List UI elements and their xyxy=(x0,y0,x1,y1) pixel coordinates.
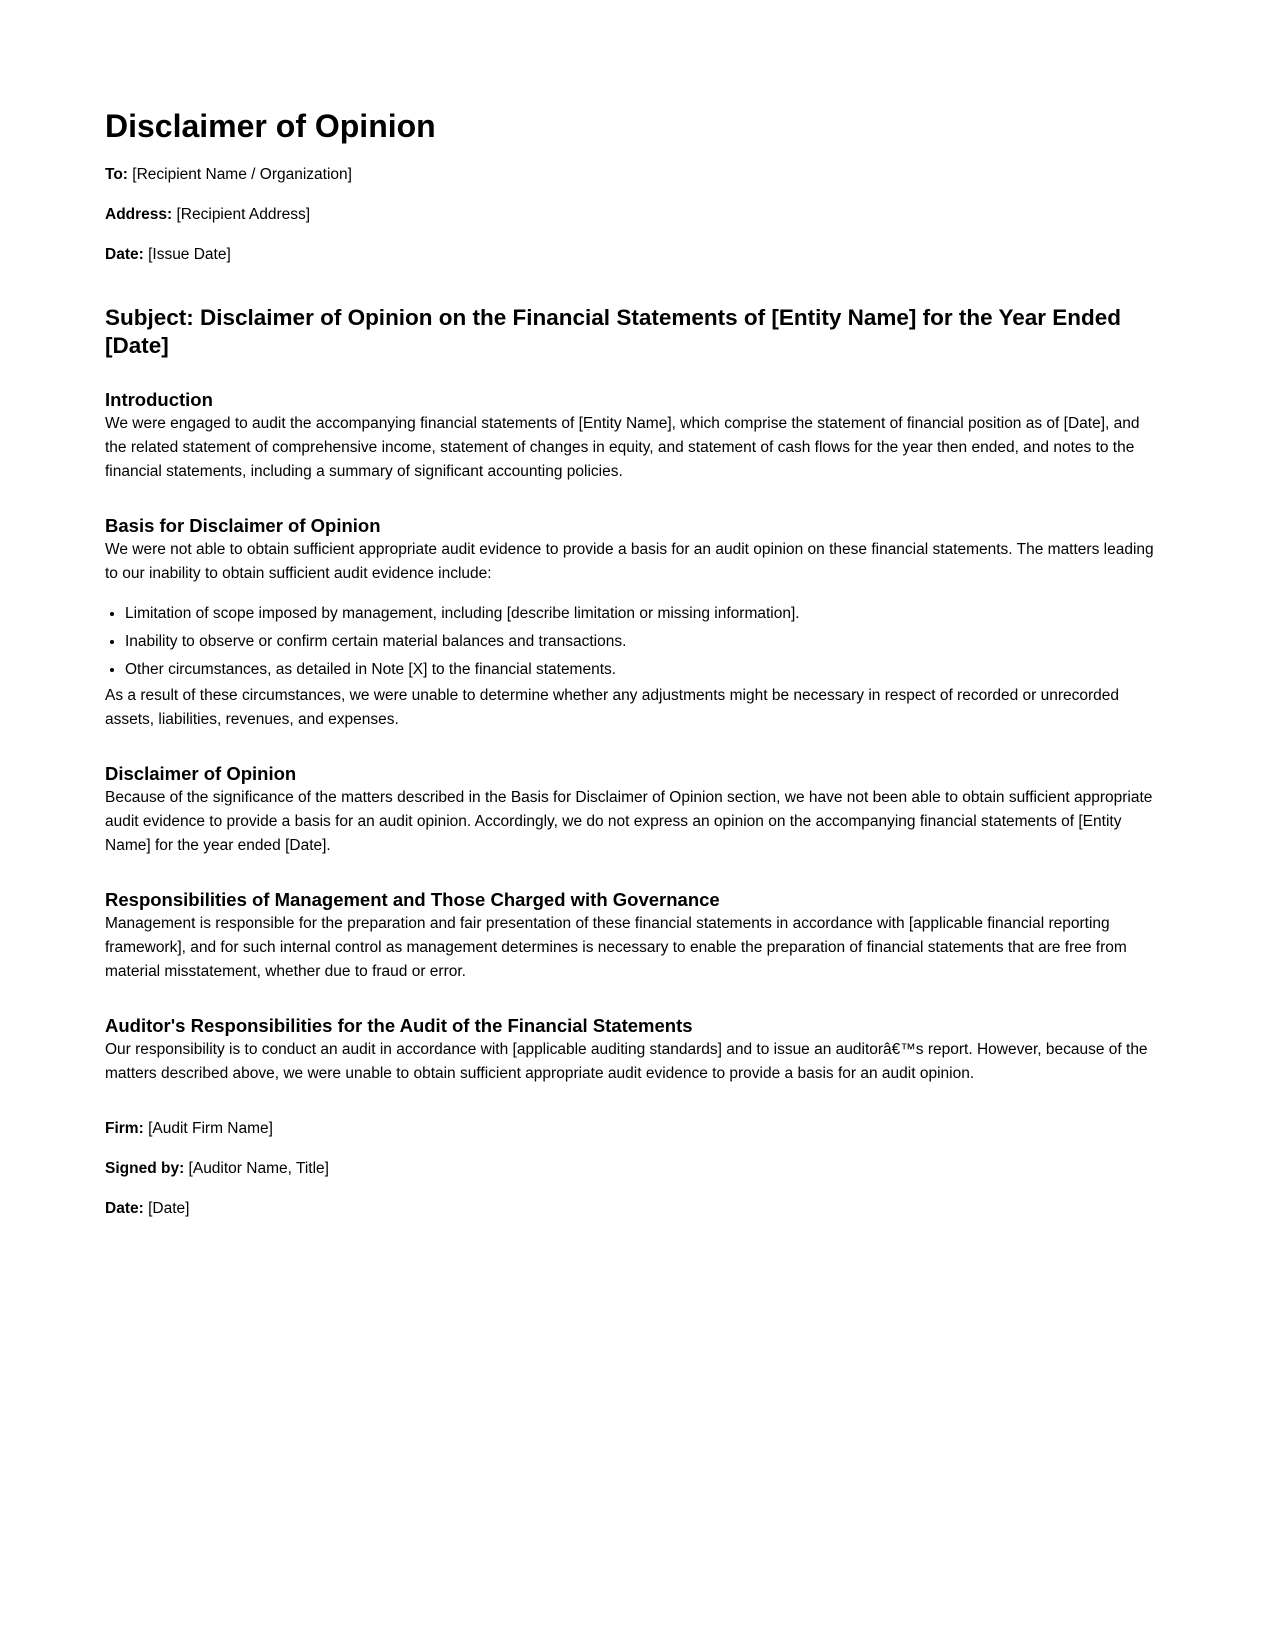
signed-by-value: [Auditor Name, Title] xyxy=(188,1160,329,1177)
section-management xyxy=(105,888,1157,984)
signature-date-value: [Date] xyxy=(148,1200,190,1217)
basis-paragraph: We were not able to obtain sufficient appropriate audit evidence to provide a basis for an audit opinion on these financial statements. The matters leading to our inability to obtain sufficient audit evidence include: xyxy=(105,541,1154,582)
disclaimer-paragraph: Because of the significance of the matters described in the Basis for Disclaimer of Opinion section, we have not been able to obtain sufficient appropriate audit evidence to provide a basis for an audit opinion. Accordingly, we do not express an opinion on the accompanying financial statements of [Entity Name] for the year ended [Date]. xyxy=(105,789,1153,854)
signature-block xyxy=(105,1118,1157,1220)
firm-line xyxy=(105,1118,1157,1140)
basis-heading: Basis for Disclaimer of Opinion xyxy=(105,515,381,536)
list-item: • Inability to observe or confirm certain material balances and transactions. xyxy=(125,628,1157,656)
signed-by-label: Signed by: xyxy=(105,1160,185,1177)
signed-by-line xyxy=(105,1158,1157,1180)
disclaimer-heading: Disclaimer of Opinion xyxy=(105,763,297,784)
subject-heading: Subject: Disclaimer of Opinion on the Financial Statements of [Entity Name] for the Year Ended [Date] xyxy=(105,305,1122,358)
issue-date-label: Date: xyxy=(105,246,144,263)
recipient-label: To: xyxy=(105,166,128,183)
management-paragraph: Management is responsible for the preparation and fair presentation of these financial statements in accordance with [applicable financial reporting framework], and for such internal control as management determines is necessary to enable the preparation of financial statements that are free from material misstatement, whether due to fraud or error. xyxy=(105,915,1127,980)
section-disclaimer xyxy=(105,762,1157,858)
signature-date-line xyxy=(105,1198,1157,1220)
auditor-paragraph: Our responsibility is to conduct an audit in accordance with [applicable auditing standards] and to issue an auditorâ€™s report. However, because of the matters described above, we were unable to obtain sufficient appropriate audit evidence to provide a basis for an audit opinion. xyxy=(105,1041,1148,1082)
list-item: • Limitation of scope imposed by management, including [describe limitation or missing information]. xyxy=(125,600,1157,628)
firm-value: [Audit Firm Name] xyxy=(148,1120,273,1137)
introduction-heading: Introduction xyxy=(105,389,213,410)
section-introduction xyxy=(105,388,1157,484)
document-title: Disclaimer of Opinion xyxy=(105,108,436,144)
recipient-line xyxy=(105,164,1157,186)
issue-date-value: [Issue Date] xyxy=(148,246,231,263)
signature-date-label: Date: xyxy=(105,1200,144,1217)
management-heading: Responsibilities of Management and Those Charged with Governance xyxy=(105,889,720,910)
recipient-value: [Recipient Name / Organization] xyxy=(132,166,352,183)
address-label: Address: xyxy=(105,206,173,223)
issue-date-line xyxy=(105,244,1157,266)
basis-paragraph-2: As a result of these circumstances, we were unable to determine whether any adjustments might be necessary in respect of recorded or unrecorded assets, liabilities, revenues, and expenses. xyxy=(105,687,1120,728)
section-auditor xyxy=(105,1014,1157,1086)
firm-label: Firm: xyxy=(105,1120,144,1137)
document-content xyxy=(105,104,1157,1220)
list-item: • Other circumstances, as detailed in Note [X] to the financial statements. xyxy=(125,656,1157,684)
introduction-paragraph: We were engaged to audit the accompanying financial statements of [Entity Name], which comprise the statement of financial position as of [Date], and the related statement of comprehensive income, statement of changes in equity, and statement of cash flows for the year then ended, and notes to the financial statements, including a summary of significant accounting policies. xyxy=(105,415,1140,480)
section-basis xyxy=(105,514,1157,732)
basis-bullet-list xyxy=(105,600,1157,684)
auditor-heading: Auditor's Responsibilities for the Audit of the Financial Statements xyxy=(105,1015,693,1036)
address-value: [Recipient Address] xyxy=(176,206,311,223)
address-line xyxy=(105,204,1157,226)
